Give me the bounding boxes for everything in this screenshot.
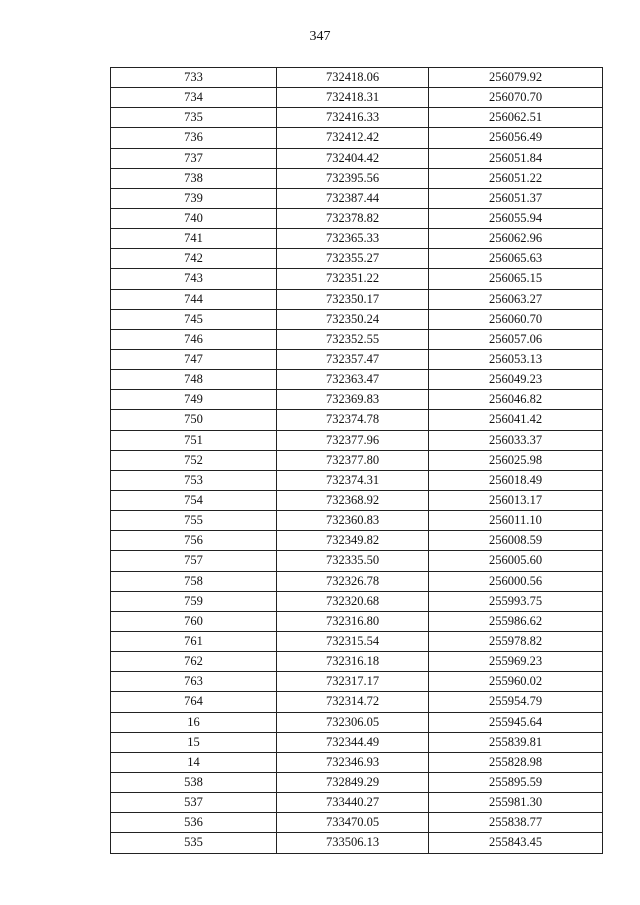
point-number-cell: 755 — [184, 513, 203, 528]
x-coordinate-cell: 732418.06 — [276, 68, 428, 87]
y-coordinate-cell: 256055.94 — [428, 209, 602, 228]
table-row — [111, 149, 602, 169]
y-coordinate-cell: 256025.98 — [428, 451, 602, 470]
point-number-cell: 536 — [184, 815, 203, 830]
y-coordinate-cell: 256011.10 — [428, 511, 602, 530]
y-coordinate-cell: 256062.96 — [428, 229, 602, 248]
table-row — [111, 713, 602, 733]
point-number-cell: 756 — [184, 533, 203, 548]
y-coordinate-cell: 256008.59 — [428, 531, 602, 550]
table-row — [111, 813, 602, 833]
table-row — [111, 592, 602, 612]
y-coordinate-cell: 256041.42 — [428, 410, 602, 429]
table-row — [111, 330, 602, 350]
point-number-cell: 763 — [184, 674, 203, 689]
table-row — [111, 269, 602, 289]
point-number-cell: 749 — [184, 392, 203, 407]
point-number-cell: 750 — [184, 412, 203, 427]
table-row — [111, 431, 602, 451]
y-coordinate-cell: 255843.45 — [428, 833, 602, 853]
table-row — [111, 451, 602, 471]
point-number-cell: 738 — [184, 170, 203, 185]
point-number-cell: 757 — [184, 553, 203, 568]
x-coordinate-cell: 733470.05 — [276, 813, 428, 832]
table-row — [111, 189, 602, 209]
x-coordinate-cell: 732368.92 — [276, 491, 428, 510]
x-coordinate-cell: 732335.50 — [276, 551, 428, 570]
point-number-cell: 14 — [187, 754, 200, 769]
x-coordinate-cell: 732412.42 — [276, 128, 428, 147]
x-coordinate-cell: 732369.83 — [276, 390, 428, 409]
point-number-cell: 537 — [184, 795, 203, 810]
x-coordinate-cell: 732418.31 — [276, 88, 428, 107]
point-number-cell: 761 — [184, 633, 203, 648]
x-coordinate-cell: 732374.78 — [276, 410, 428, 429]
table-row — [111, 652, 602, 672]
y-coordinate-cell: 255993.75 — [428, 592, 602, 611]
x-coordinate-cell: 732349.82 — [276, 531, 428, 550]
y-coordinate-cell: 256063.27 — [428, 290, 602, 309]
table-row — [111, 572, 602, 592]
point-number-cell: 734 — [184, 90, 203, 105]
table-row — [111, 249, 602, 269]
point-number-cell: 743 — [184, 271, 203, 286]
point-number-cell: 538 — [184, 774, 203, 789]
table-row — [111, 169, 602, 189]
table-row — [111, 793, 602, 813]
point-number-cell: 15 — [187, 734, 200, 749]
y-coordinate-cell: 255945.64 — [428, 713, 602, 732]
point-number-cell: 736 — [184, 130, 203, 145]
x-coordinate-cell: 732350.17 — [276, 290, 428, 309]
point-number-cell: 739 — [184, 190, 203, 205]
y-coordinate-cell: 256060.70 — [428, 310, 602, 329]
table-row — [111, 733, 602, 753]
x-coordinate-cell: 732306.05 — [276, 713, 428, 732]
table-row — [111, 672, 602, 692]
point-number-cell: 754 — [184, 492, 203, 507]
point-number-cell: 746 — [184, 331, 203, 346]
point-number-cell: 751 — [184, 432, 203, 447]
x-coordinate-cell: 732326.78 — [276, 572, 428, 591]
point-number-cell: 762 — [184, 654, 203, 669]
coordinates-table — [110, 67, 603, 854]
table-row — [111, 491, 602, 511]
point-number-cell: 758 — [184, 573, 203, 588]
y-coordinate-cell: 256051.84 — [428, 149, 602, 168]
point-number-cell: 535 — [184, 835, 203, 850]
table-row — [111, 551, 602, 571]
y-coordinate-cell: 256005.60 — [428, 551, 602, 570]
table-row — [111, 128, 602, 148]
x-coordinate-cell: 732344.49 — [276, 733, 428, 752]
table-row — [111, 833, 602, 853]
x-coordinate-cell: 732378.82 — [276, 209, 428, 228]
table-row — [111, 88, 602, 108]
y-coordinate-cell: 256070.70 — [428, 88, 602, 107]
x-coordinate-cell: 733440.27 — [276, 793, 428, 812]
point-number-cell: 737 — [184, 150, 203, 165]
y-coordinate-cell: 255954.79 — [428, 692, 602, 711]
x-coordinate-cell: 732350.24 — [276, 310, 428, 329]
table-row — [111, 511, 602, 531]
x-coordinate-cell: 732416.33 — [276, 108, 428, 127]
table-row — [111, 310, 602, 330]
x-coordinate-cell: 732316.18 — [276, 652, 428, 671]
table-row — [111, 350, 602, 370]
x-coordinate-cell: 732317.17 — [276, 672, 428, 691]
table-row — [111, 370, 602, 390]
table-row — [111, 612, 602, 632]
y-coordinate-cell: 256013.17 — [428, 491, 602, 510]
x-coordinate-cell: 732404.42 — [276, 149, 428, 168]
x-coordinate-cell: 732314.72 — [276, 692, 428, 711]
y-coordinate-cell: 255828.98 — [428, 753, 602, 772]
x-coordinate-cell: 732365.33 — [276, 229, 428, 248]
table-row — [111, 390, 602, 410]
point-number-cell: 740 — [184, 210, 203, 225]
point-number-cell: 744 — [184, 291, 203, 306]
y-coordinate-cell: 256079.92 — [428, 68, 602, 87]
table-row — [111, 773, 602, 793]
point-number-cell: 741 — [184, 231, 203, 246]
x-coordinate-cell: 732357.47 — [276, 350, 428, 369]
point-number-cell: 748 — [184, 372, 203, 387]
point-number-cell: 742 — [184, 251, 203, 266]
page-number: 347 — [309, 29, 331, 44]
point-number-cell: 16 — [187, 714, 200, 729]
x-coordinate-cell: 732320.68 — [276, 592, 428, 611]
y-coordinate-cell: 256051.22 — [428, 169, 602, 188]
point-number-cell: 735 — [184, 110, 203, 125]
table-row — [111, 209, 602, 229]
x-coordinate-cell: 732315.54 — [276, 632, 428, 651]
y-coordinate-cell: 256033.37 — [428, 431, 602, 450]
x-coordinate-cell: 732849.29 — [276, 773, 428, 792]
y-coordinate-cell: 256051.37 — [428, 189, 602, 208]
y-coordinate-cell: 256062.51 — [428, 108, 602, 127]
x-coordinate-cell: 732351.22 — [276, 269, 428, 288]
y-coordinate-cell: 255981.30 — [428, 793, 602, 812]
y-coordinate-cell: 255986.62 — [428, 612, 602, 631]
x-coordinate-cell: 732316.80 — [276, 612, 428, 631]
y-coordinate-cell: 256056.49 — [428, 128, 602, 147]
table-row — [111, 68, 602, 88]
y-coordinate-cell: 256057.06 — [428, 330, 602, 349]
y-coordinate-cell: 255978.82 — [428, 632, 602, 651]
table-row — [111, 108, 602, 128]
y-coordinate-cell: 256049.23 — [428, 370, 602, 389]
x-coordinate-cell: 732374.31 — [276, 471, 428, 490]
x-coordinate-cell: 733506.13 — [276, 833, 428, 853]
x-coordinate-cell: 732395.56 — [276, 169, 428, 188]
y-coordinate-cell: 255895.59 — [428, 773, 602, 792]
y-coordinate-cell: 256000.56 — [428, 572, 602, 591]
y-coordinate-cell: 256046.82 — [428, 390, 602, 409]
table-row — [111, 290, 602, 310]
point-number-cell: 752 — [184, 452, 203, 467]
y-coordinate-cell: 255969.23 — [428, 652, 602, 671]
y-coordinate-cell: 255960.02 — [428, 672, 602, 691]
table-row — [111, 410, 602, 430]
x-coordinate-cell: 732346.93 — [276, 753, 428, 772]
y-coordinate-cell: 256065.15 — [428, 269, 602, 288]
y-coordinate-cell: 256053.13 — [428, 350, 602, 369]
y-coordinate-cell: 255839.81 — [428, 733, 602, 752]
table-row — [111, 692, 602, 712]
point-number-cell: 753 — [184, 472, 203, 487]
y-coordinate-cell: 256018.49 — [428, 471, 602, 490]
point-number-cell: 764 — [184, 694, 203, 709]
point-number-cell: 747 — [184, 351, 203, 366]
table-row — [111, 632, 602, 652]
x-coordinate-cell: 732355.27 — [276, 249, 428, 268]
x-coordinate-cell: 732363.47 — [276, 370, 428, 389]
table-row — [111, 753, 602, 773]
table-row — [111, 531, 602, 551]
x-coordinate-cell: 732360.83 — [276, 511, 428, 530]
x-coordinate-cell: 732377.80 — [276, 451, 428, 470]
x-coordinate-cell: 732352.55 — [276, 330, 428, 349]
table-row — [111, 229, 602, 249]
x-coordinate-cell: 732387.44 — [276, 189, 428, 208]
x-coordinate-cell: 732377.96 — [276, 431, 428, 450]
point-number-cell: 759 — [184, 593, 203, 608]
point-number-cell: 733 — [184, 70, 203, 84]
table-row — [111, 471, 602, 491]
y-coordinate-cell: 256065.63 — [428, 249, 602, 268]
y-coordinate-cell: 255838.77 — [428, 813, 602, 832]
point-number-cell: 745 — [184, 311, 203, 326]
point-number-cell: 760 — [184, 613, 203, 628]
